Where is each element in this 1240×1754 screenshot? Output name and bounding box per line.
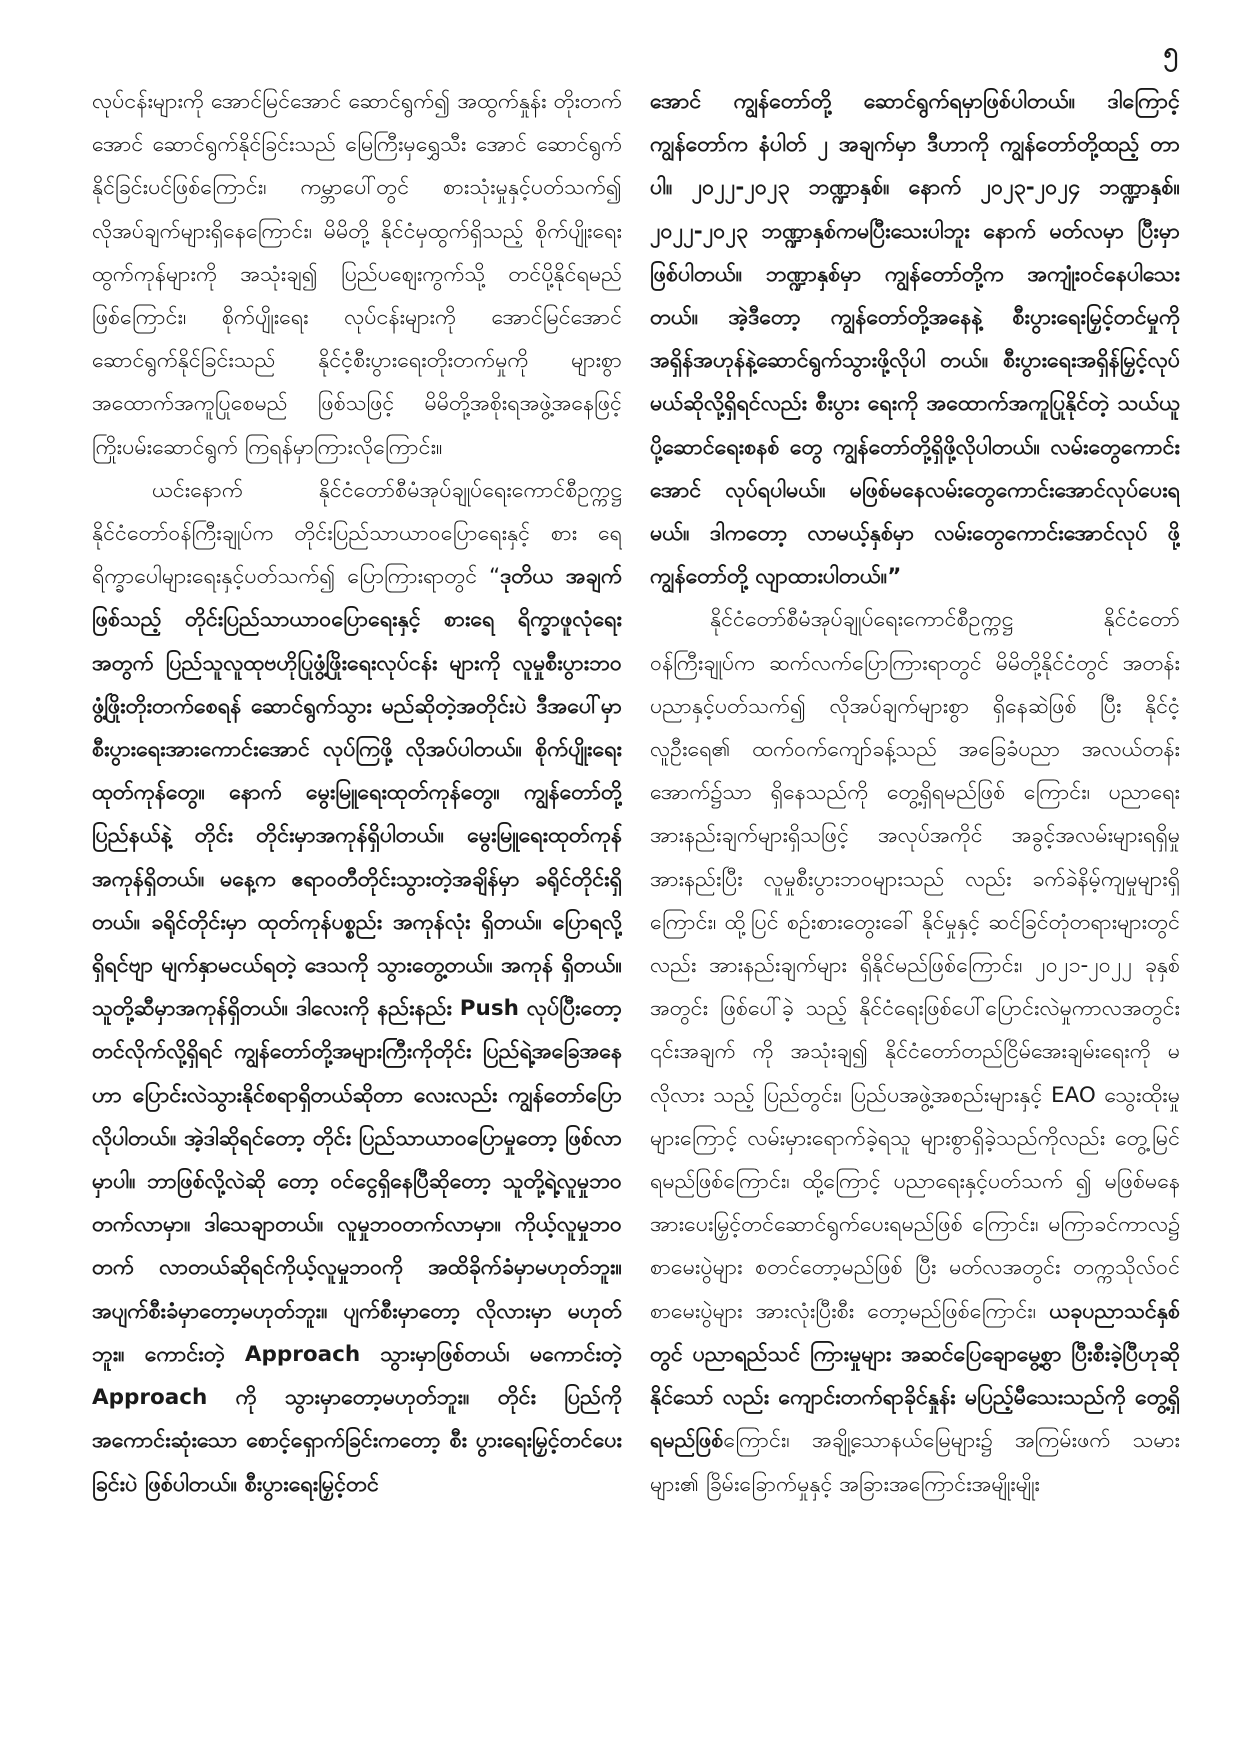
page-number: ၅: [1163, 37, 1178, 67]
left-paragraph-2-quote: ဒုတိယ အချက်ဖြစ်သည့် တိုင်းပြည်သာယာဝပြောရေးနှင့် စားရေ ရိက္ခာဖူလုံရေးအတွက် ပြည်သူလူထုဗဟိုပြုဖွံ့ဖြိုးရေးလုပ်ငန်း များကို လူမှုစီးပွားဘဝဖွံ့ဖြိုးတိုးတက်စေရန် ဆောင်ရွက်သွား မည်ဆိုတဲ့အတိုင်းပဲ ဒီအပေါ်မှာ စီးပွားရေးအားကောင်းအောင် လုပ်ကြဖို့ လိုအပ်ပါတယ်။ စိုက်ပျိုးရေးထုတ်ကုန်တွေ။ နောက် မွေးမြူရေးထုတ်ကုန်တွေ။ ကျွန်တော်တို့ ပြည်နယ်နဲ့ တိုင်း တိုင်းမှာအကုန်ရှိပါတယ်။ မွေးမြူရေးထုတ်ကုန် အကုန်ရှိတယ်။ မနေ့က ဧရာဝတီတိုင်းသွားတဲ့အချိန်မှာ ခရိုင်တိုင်းရှိတယ်။ ခရိုင်တိုင်းမှာ ထုတ်ကုန်ပစ္စည်း အကုန်လုံး ရှိတယ်။ ပြောရလို့ ရှိရင်ဗျာ မျက်နှာမငယ်ရတဲ့ ဒေသကို သွားတွေ့တယ်။ အကုန် ရှိတယ်။ သူတို့ဆီမှာအကုန်ရှိတယ်။ ဒါလေးကို နည်းနည်း Push လုပ်ပြီးတော့တင်လိုက်လို့ရှိရင် ကျွန်တော်တို့အများကြီးကိုတိုင်း ပြည်ရဲ့အခြေအနေဟာ ပြောင်းလဲသွားနိုင်စရာရှိတယ်ဆိုတာ လေးလည်း ကျွန်တော်ပြောလိုပါတယ်။ အဲ့ဒါဆိုရင်တော့ တိုင်း ပြည်သာယာဝပြောမှုတော့ ဖြစ်လာမှာပါ။ ဘာဖြစ်လို့လဲဆို တော့ ဝင်ငွေရှိနေပြီဆိုတော့ သူတို့ရဲ့လူမှုဘဝတက်လာမှာ။ ဒါသေချာတယ်။ လူမှုဘဝတက်လာမှာ။ ကိုယ့်လူမှုဘဝတက် လာတယ်ဆိုရင်ကိုယ့်လူမှုဘဝကို အထိခိုက်ခံမှာမဟုတ်ဘူး။ အပျက်စီးခံမှာတော့မဟုတ်ဘူး။ ပျက်စီးမှာတော့ လိုလားမှာ မဟုတ်ဘူး။ ကောင်းတဲ့ Approach သွားမှာဖြစ်တယ်၊ မကောင်းတဲ့ Approach ကို သွားမှာတော့မဟုတ်ဘူး။ တိုင်း ပြည်ကို အကောင်းဆုံးသော စောင့်ရှောက်ခြင်းကတော့ စီး ပွားရေးမြှင့်တင်ပေးခြင်းပဲ ဖြစ်ပါတယ်။ စီးပွားရေးမြှင့်တင်: [92, 564, 622, 1497]
left-paragraph-2-intro: ယင်းနောက် နိုင်ငံတော်စီမံအုပ်ချုပ်ရေးကောင်စီဥက္ကဋ္ဌ နိုင်ငံတော်ဝန်ကြီးချုပ်က တိုင်းပြည်သာယာဝပြောရေးနှင့် စား ရေရိက္ခာပေါများရေးနှင့်ပတ်သက်၍ ပြောကြားရာတွင် “: [92, 477, 622, 590]
left-paragraph-2: [92, 469, 622, 1506]
right-paragraph-1-quote: အောင် ကျွန်တော်တို့ ဆောင်ရွက်ရမှာဖြစ်ပါတယ်။ ဒါကြောင့် ကျွန်တော်က နံပါတ် ၂ အချက်မှာ ဒီဟာကို ကျွန်တော်တို့ထည့် တာပါ။ ၂၀၂၂-၂၀၂၃ ဘဏ္ဍာနှစ်။ နောက် ၂၀၂၃-၂၀၂၄ ဘဏ္ဍာနှစ်။ ၂၀၂၂-၂၀၂၃ ဘဏ္ဍာနှစ်ကမပြီးသေးပါဘူး နောက် မတ်လမှာ ပြီးမှာဖြစ်ပါတယ်။ ဘဏ္ဍာနှစ်မှာ ကျွန်တော်တို့က အကျုံးဝင်နေပါသေးတယ်။ အဲ့ဒီတော့ ကျွန်တော်တို့အနေနဲ့ စီးပွားရေးမြှင့်တင်မှုကို အရှိန်အဟုန်နဲ့ဆောင်ရွက်သွားဖို့လိုပါ တယ်။ စီးပွားရေးအရှိန်မြှင့်လုပ်မယ်ဆိုလို့ရှိရင်လည်း စီးပွား ရေးကို အထောက်အကူပြုနိုင်တဲ့ သယ်ယူပို့ဆောင်ရေးစနစ် တွေ ကျွန်တော်တို့ရှိဖို့လိုပါတယ်။ လမ်းတွေကောင်းအောင် လုပ်ရပါမယ်။ မဖြစ်မနေလမ်းတွေကောင်းအောင်လုပ်ပေးရ မယ်။ ဒါကတော့ လာမယ့်နှစ်မှာ လမ်းတွေကောင်းအောင်လုပ် ဖို့ ကျွန်တော်တို့ လျာထားပါတယ်။”: [650, 89, 1180, 590]
right-paragraph-2: [650, 598, 1180, 1505]
right-paragraph-2-bold: ယခုပညာသင်နှစ်တွင် ပညာရည်သင် ကြားမှုများ အဆင်ပြေချောမွေ့စွာ ပြီးစီးခဲ့ပြီဟုဆိုနိုင်သော် လည်း ကျောင်းတက်ရာခိုင်နှုန်း မပြည့်မီသေးသည်ကို တွေ့ရှိ ရမည်ဖြစ်: [650, 1298, 1180, 1454]
left-column: [92, 80, 622, 1720]
right-column: [650, 80, 1180, 1720]
two-column-body: [92, 80, 1180, 1720]
right-paragraph-2-tail: ကြောင်း၊ အချို့သောနယ်မြေများ၌ အကြမ်းဖက် သမားများ၏ ခြိမ်းခြောက်မှုနှင့် အခြားအကြောင်းအမျိုးမျိုး: [650, 1428, 1180, 1497]
left-paragraph-1: လုပ်ငန်းများကို အောင်မြင်အောင် ဆောင်ရွက်၍ အထွက်နှုန်း တိုးတက်အောင် ဆောင်ရွက်နိုင်ခြင်းသည် မြေကြီးမှရွှေသီး အောင် ဆောင်ရွက်နိုင်ခြင်းပင်ဖြစ်ကြောင်း၊ ကမ္ဘာပေါ်တွင် စားသုံးမှုနှင့်ပတ်သက်၍ လိုအပ်ချက်များရှိနေကြောင်း၊ မိမိတို့ နိုင်ငံမှထွက်ရှိသည့် စိုက်ပျိုးရေးထွက်ကုန်များကို အသုံးချ၍ ပြည်ပဈေးကွက်သို့ တင်ပို့နိုင်ရမည်ဖြစ်ကြောင်း၊ စိုက်ပျိုးရေး လုပ်ငန်းများကို အောင်မြင်အောင် ဆောင်ရွက်နိုင်ခြင်းသည် နိုင်ငံ့စီးပွားရေးတိုးတက်မှုကို များစွာအထောက်အကူပြုစေမည် ဖြစ်သဖြင့် မိမိတို့အစိုးရအဖွဲ့အနေဖြင့် ကြိုးပမ်းဆောင်ရွက် ကြရန်မှာကြားလိုကြောင်း။: [92, 89, 622, 460]
right-paragraph-2-body: နိုင်ငံတော်စီမံအုပ်ချုပ်ရေးကောင်စီဥက္ကဋ္ဌ နိုင်ငံတော် ဝန်ကြီးချုပ်က ဆက်လက်ပြောကြားရာတွင် မိမိတို့နိုင်ငံတွင် အတန်းပညာနှင့်ပတ်သက်၍ လိုအပ်ချက်များစွာ ရှိနေဆဲဖြစ် ပြီး နိုင်ငံ့လူဦးရေ၏ ထက်ဝက်ကျော်ခန့်သည် အခြေခံပညာ အလယ်တန်းအောက်၌သာ ရှိနေသည်ကို တွေ့ရှိရမည်ဖြစ် ကြောင်း၊ ပညာရေးအားနည်းချက်များရှိသဖြင့် အလုပ်အကိုင် အခွင့်အလမ်းများရရှိမှုအားနည်းပြီး လူမှုစီးပွားဘဝများသည် လည်း ခက်ခဲနိမ့်ကျမှုများရှိကြောင်း၊ ထို့ပြင် စဉ်းစားတွေးခေါ် နိုင်မှုနှင့် ဆင်ခြင်တုံတရားများတွင်လည်း အားနည်းချက်များ ရှိနိုင်မည်ဖြစ်ကြောင်း၊ ၂၀၂၁-၂၀၂၂ ခုနှစ်အတွင်း ဖြစ်ပေါ်ခဲ့ သည့် နိုင်ငံရေးဖြစ်ပေါ်ပြောင်းလဲမှုကာလအတွင်း ၎င်းအချက် ကို အသုံးချ၍ နိုင်ငံတော်တည်ငြိမ်အေးချမ်းရေးကို မလိုလား သည့် ပြည်တွင်း၊ ပြည်ပအဖွဲ့အစည်းများနှင့် EAO သွေးထိုးမှု များကြောင့် လမ်းမှားရောက်ခဲ့ရသူ များစွာရှိခဲ့သည်ကိုလည်း တွေ့မြင်ရမည်ဖြစ်ကြောင်း၊ ထို့ကြောင့် ပညာရေးနှင့်ပတ်သက် ၍ မဖြစ်မနေ အားပေးမြှင့်တင်ဆောင်ရွက်ပေးရမည်ဖြစ် ကြောင်း၊ မကြာခင်ကာလ၌ စာမေးပွဲများ စတင်တော့မည်ဖြစ် ပြီး မတ်လအတွင်း တက္ကသိုလ်ဝင်စာမေးပွဲများ အားလုံးပြီးစီး တော့မည်ဖြစ်ကြောင်း၊: [650, 607, 1180, 1324]
